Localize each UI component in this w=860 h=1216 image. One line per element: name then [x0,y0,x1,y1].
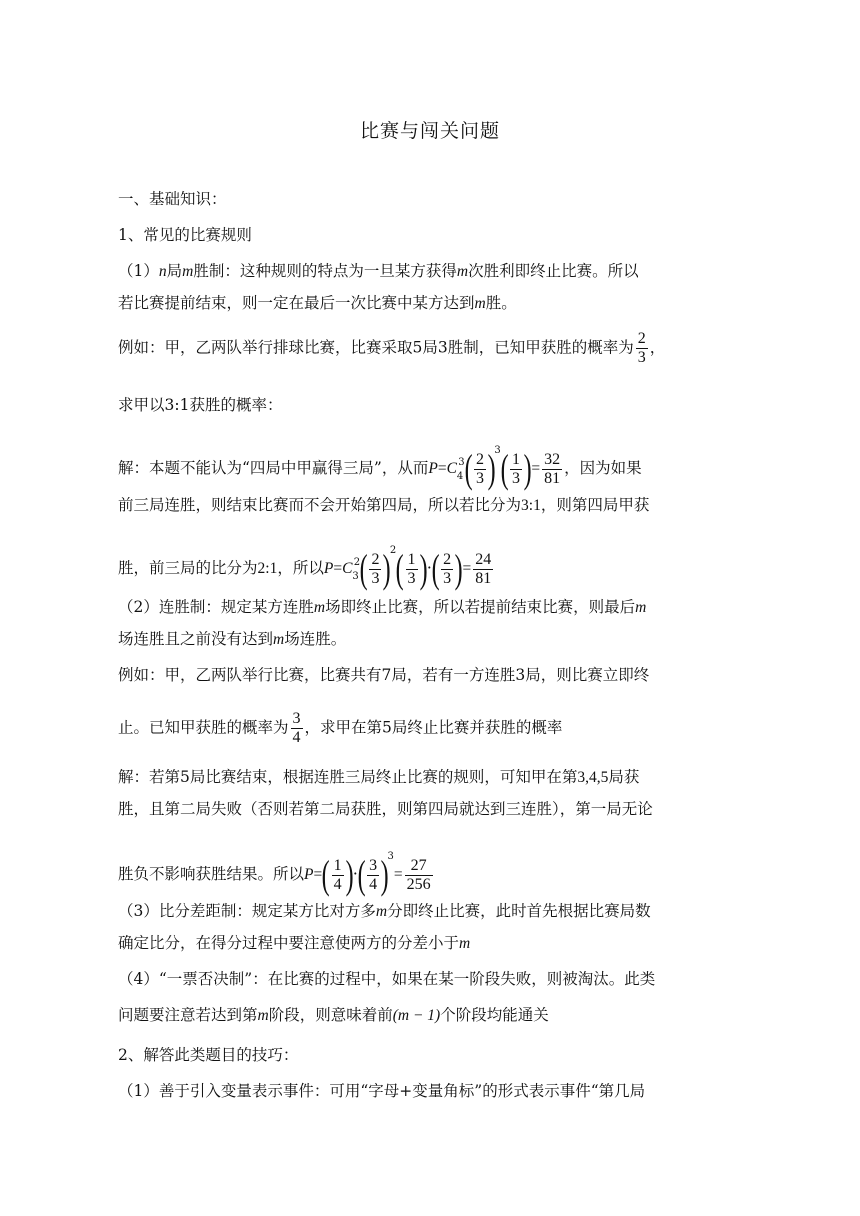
solution-1-line-2: 前三局连胜，则结束比赛而不会开始第四局，所以若比分为3:1，则第四局甲获 [118,496,650,514]
rule-3-line-2: 确定比分，在得分过程中要注意使两方的分差小于m [118,934,471,952]
solution-2-line-1: 解：若第5局比赛结束，根据连胜三局终止比赛的规则，可知甲在第3,4,5局获 [118,768,640,786]
example-1-line-2: 求甲以3:1获胜的概率： [118,396,283,414]
subsection-heading: 1、常见的比赛规则 [118,226,252,244]
solution-2-line-2: 胜，且第二局失败（否则若第二局获胜，则第四局就达到三连胜），第一局无论 [118,800,653,818]
rule-4-line-2: 问题要注意若达到第m阶段，则意味着前(m − 1)个阶段均能通关 [118,1006,549,1024]
rule-4-line-1: （4）“一票否决制”：在比赛的过程中，如果在某一阶段失败，则被淘汰。此类 [118,970,656,988]
example-1-line-1: 例如：甲，乙两队举行排球比赛，比赛采取5局3胜制，已知甲获胜的概率为 $\frac{2}{3}$ ， [118,330,666,366]
example-2-line-1: 例如：甲，乙两队举行比赛，比赛共有7局，若有一方连胜3局，则比赛立即终 [118,666,650,684]
solution-1-line-3: 胜，前三局的比分为2:1，所以$P=C_3^2$( $\frac{2}{3}$ )$^2$( $\frac{1}{3}$ )·( $\frac{2}{3}$ )= $\frac{24}{81}$ [118,545,492,591]
page-title: 比赛与闯关问题 [359,120,500,142]
section-heading: 一、基础知识： [118,190,227,208]
rule-2-line-1: （2）连胜制：规定某方连胜m场即终止比赛，所以若提前结束比赛，则最后m [118,598,647,616]
rule-2-line-2: 场连胜且之前没有达到m场连胜。 [118,630,347,648]
subsection-heading-2: 2、解答此类题目的技巧： [118,1046,299,1064]
solution-1-line-1: 解：本题不能认为“四局中甲赢得三局”，从而$P=C_4^3$( $\frac{2}{3}$ )$^3$( $\frac{1}{3}$ )= $\frac{32}{81}$ ，因为如果 [118,445,642,491]
rule-1-line-2: 若比赛提前结束，则一定在最后一次比赛中某方达到m胜。 [118,294,517,312]
fraction: $\frac{2}{3}$ [637,330,646,366]
rule-1-line-1: （1）n局m胜制：这种规则的特点为一旦某方获得m次胜利即终止比赛。所以 [118,262,639,280]
rule-3-line-1: （3）比分差距制：规定某方比对方多m分即终止比赛，此时首先根据比赛局数 [118,902,651,920]
tip-1-line-1: （1）善于引入变量表示事件：可用“字母+变量角标”的形式表示事件“第几局 [118,1082,646,1100]
example-2-line-2: 止。已知甲获胜的概率为 $\frac{3}{4}$ ，求甲在第5局终止比赛并获胜的概率 [118,710,563,746]
solution-2-line-3: 胜负不影响获胜结果。所以P=( $\frac{1}{4}$ )·( $\frac{3}{4}$ )$^3$= $\frac{27}{256}$ [118,851,431,897]
